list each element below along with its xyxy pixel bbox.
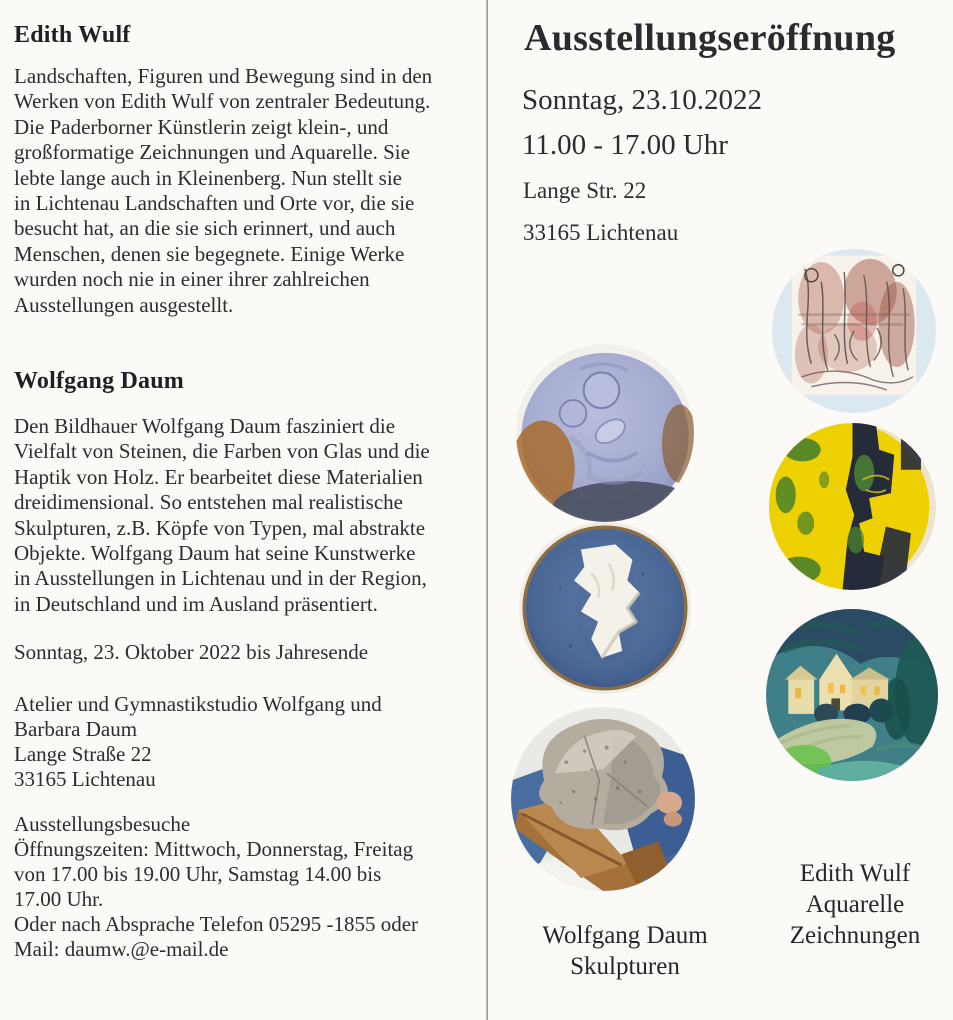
sculpture-head-image — [516, 344, 694, 522]
caption-edith-wulf: Edith Wulf Aquarelle Zeichnungen — [789, 860, 921, 949]
fold-line — [486, 0, 488, 1020]
red-chalk-drawing-image — [772, 249, 936, 413]
artwork-blue-relief-sculpture — [519, 522, 691, 694]
event-date: Sonntag, 23.10.2022 — [522, 84, 763, 116]
page-title: Ausstellungseröffnung — [524, 17, 896, 59]
visit-info-block: Ausstellungsbesuche Öffnungszeiten: Mittwoch, Donnerstag, Freitag von 17.00 bis 19.00 Uhr, Samstag 14.00 bis 17.00 Uhr. Oder nach Absprache Telefon 05295 -1855 oder Mail: daumw.@e-mail.de — [14, 812, 419, 961]
edith-wulf-paragraph: Landschaften, Figuren und Bewegung sind in den Werken von Edith Wulf von zentraler Bedeutung. Die Paderborner Künstlerin zeigt klein-, und großformatige Zeichnungen und Aquarelle. Sie lebte lange auch in Kleinenberg. Nun stellt sie in Lichtenau Landschaften und Orte vor, die sie besucht hat, an die sie sich erinnert, und auch Menschen, denen sie begegnete. Einige Werke wurden noch nie in einer ihrer zahlreichen Ausstellungen ausgestellt. — [14, 64, 433, 317]
section-heading-edith-wulf: Edith Wulf — [14, 22, 131, 48]
artwork-stone-on-wood — [511, 707, 695, 891]
artwork-yellow-black-painting — [769, 423, 936, 590]
caption-wolfgang-daum: Wolfgang Daum Skulpturen — [542, 922, 708, 980]
artwork-red-chalk-drawing — [772, 249, 936, 413]
event-time: 11.00 - 17.00 Uhr — [522, 129, 728, 161]
wolfgang-daum-paragraph: Den Bildhauer Wolfgang Daum fasziniert die Vielfalt von Steinen, die Farben von Glas und die Haptik von Holz. Er bearbeitet diese Materialien dreidimensional. So entstehen mal realistische Skulpturen, z.B. Köpfe von Typen, mal abstrakte Objekte. Wolfgang Daum hat seine Kunstwerke in Ausstellungen in Lichtenau und in der Region, in Deutschland und im Ausland präsentiert. — [14, 414, 430, 616]
artwork-village-landscape-painting — [766, 609, 938, 781]
village-landscape-painting-image — [766, 609, 938, 781]
section-heading-wolfgang-daum: Wolfgang Daum — [14, 368, 184, 394]
yellow-black-painting-image — [769, 423, 936, 590]
artwork-sculpture-head — [516, 344, 694, 522]
event-city: 33165 Lichtenau — [523, 220, 679, 245]
address-block: Atelier und Gymnastikstudio Wolfgang und Barbara Daum Lange Straße 22 33165 Lichtenau — [14, 692, 382, 791]
stone-on-wood-image — [511, 707, 695, 891]
event-street: Lange Str. 22 — [523, 178, 647, 203]
exhibition-period: Sonntag, 23. Oktober 2022 bis Jahresende — [14, 640, 369, 664]
blue-relief-sculpture-image — [519, 522, 691, 694]
